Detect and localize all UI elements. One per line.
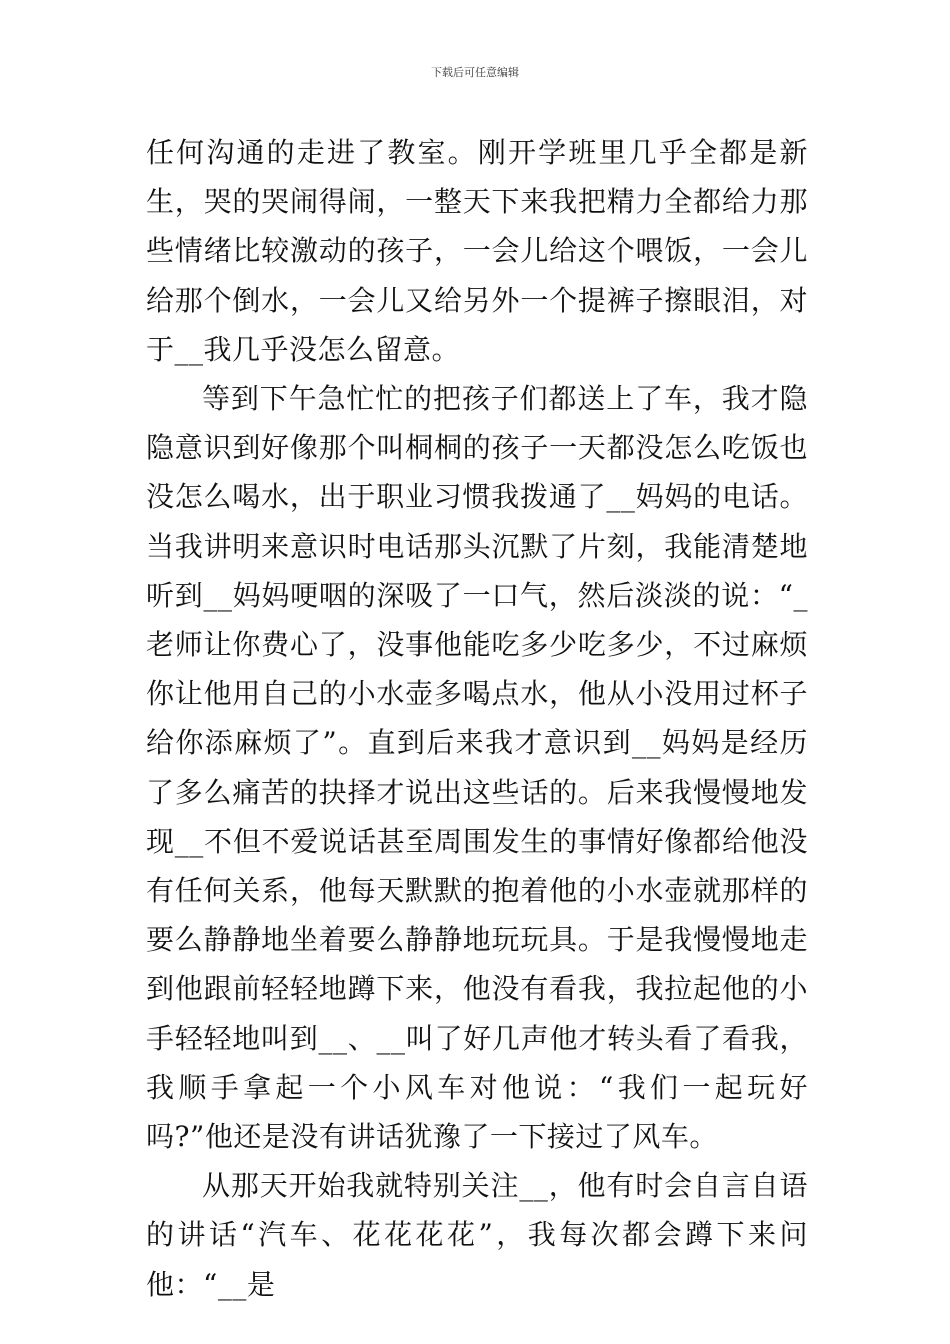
paragraph-2: 等到下午急忙忙的把孩子们都送上了车，我才隐隐意识到好像那个叫桐桐的孩子一天都没怎么吃饭也没怎么喝水，出于职业习惯我拨通了__妈妈的电话。当我讲明来意识时电话那头沉默了片刻，我能清楚地听到__妈妈哽咽的深吸了一口气，然后淡淡的说：“_老师让你费心了，没事他能吃多少吃多少，不过麻烦你让他用自己的小水壶多喝点水，他从小没用过杯子给你添麻烦了”。直到后来我才意识到__妈妈是经历了多么痛苦的抉择才说出这些话的。后来我慢慢地发现__不但不爱说话甚至周围发生的事情好像都给他没有任何关系，他每天默默的抱着他的小水壶就那样的要么静静地坐着要么静静地玩玩具。于是我慢慢地走到他跟前轻轻地蹲下来，他没有看我，我拉起他的小手轻轻地叫到__、__叫了好几声他才转头看了看我，我顺手拿起一个小风车对他说：“我们一起玩好吗?”他还是没有讲话犹豫了一下接过了风车。 — [146, 382, 808, 1154]
paragraph-3: 从那天开始我就特别关注__，他有时会自言自语的讲话“汽车、花花花花”，我每次都会蹲下来问他：“__是 — [146, 1169, 808, 1301]
page-header: 下载后可任意编辑 — [431, 66, 519, 79]
document-body — [146, 128, 808, 1309]
paragraph-1: 任何沟通的走进了教室。刚开学班里几乎全都是新生，哭的哭闹得闹，一整天下来我把精力全都给力那些情绪比较激动的孩子，一会儿给这个喂饭，一会儿给那个倒水，一会儿又给另外一个提裤子擦眼泪，对于__我几乎没怎么留意。 — [146, 136, 808, 366]
